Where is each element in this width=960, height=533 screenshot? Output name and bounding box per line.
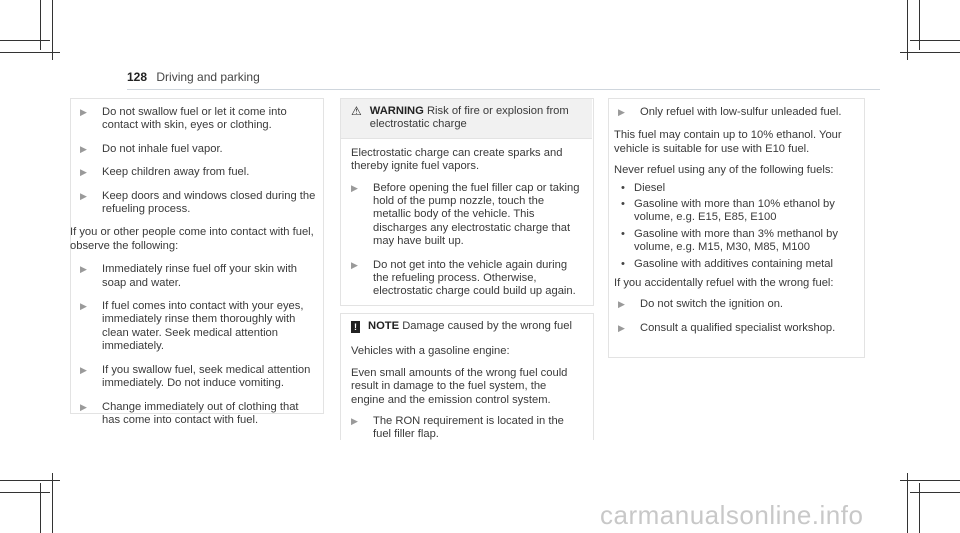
crop-mark: [52, 0, 53, 60]
triangle-right-icon: ▶: [618, 322, 625, 333]
bullet-list-bottom: [80, 263, 316, 427]
warning-header: [341, 99, 592, 139]
warning-triangle-icon: ⚠: [351, 104, 362, 118]
paragraph: This fuel may contain up to 10% ethanol. Your vehicle is suitable for use with E10 fuel.: [614, 129, 842, 155]
note-panel: [341, 314, 592, 452]
header-rule: [127, 89, 880, 90]
paragraph: Never refuel using any of the following fuels:: [614, 164, 834, 177]
column-1: [70, 106, 316, 437]
triangle-right-icon: ▶: [80, 190, 87, 201]
warning-label: WARNING: [369, 105, 424, 117]
crop-mark: [0, 480, 60, 481]
crop-mark: [907, 473, 908, 533]
warning-body: [341, 139, 592, 299]
list-item: ▶ Consult a qualified specialist workshop.: [618, 321, 836, 334]
exclamation-box-icon: !: [351, 321, 360, 333]
triangle-right-icon: ▶: [80, 264, 87, 275]
crop-mark: [907, 0, 908, 60]
list-item: ▶ Only refuel with low-sulfur unleaded fuel.: [618, 106, 842, 118]
paragraph: If you accidentally refuel with the wrong fuel:: [614, 277, 834, 290]
triangle-right-icon: ▶: [80, 107, 87, 117]
warning-panel: [341, 99, 592, 309]
list-item: ▶ Do not inhale fuel vapor.: [80, 142, 223, 155]
triangle-right-icon: ▶: [351, 182, 358, 193]
crop-mark: [900, 52, 960, 53]
list-item: ▶ Keep children away from fuel.: [80, 166, 250, 179]
crop-mark: [919, 483, 920, 533]
crop-mark: [0, 52, 60, 53]
page-header: [127, 70, 260, 84]
list-item: ▶ Keep doors and windows closed during the refueling process.: [80, 189, 316, 216]
note-header: [341, 314, 592, 339]
triangle-right-icon: ▶: [80, 167, 87, 178]
crop-mark: [0, 492, 50, 493]
triangle-right-icon: ▶: [618, 299, 625, 310]
triangle-right-icon: ▶: [80, 364, 87, 375]
list-item: ▶ Before opening the fuel filler cap or taking hold of the pump nozzle, touch the metallic body of the vehicle. This discharges any electrostatic charge that may have built up.: [351, 181, 580, 248]
fuel-list: [618, 182, 858, 271]
crop-mark: [40, 0, 41, 50]
list-item: • Diesel: [618, 182, 858, 195]
triangle-right-icon: ▶: [80, 401, 87, 412]
column-3: [614, 106, 858, 345]
note-label: NOTE: [368, 320, 400, 332]
crop-mark: [900, 480, 960, 481]
section-title: Driving and parking: [156, 70, 260, 84]
list-item: ▶ Immediately rinse fuel off your skin with soap and water.: [80, 263, 298, 289]
note-body: [341, 339, 592, 441]
list-item: ▶ Change immediately out of clothing that has come into contact with fuel.: [80, 400, 299, 426]
note-paragraph: Even small amounts of the wrong fuel could result in damage to the fuel system, the engine and the emission control system.: [351, 366, 568, 406]
paragraph: If you or other people come into contact with fuel, observe the following:: [70, 226, 314, 252]
list-item: ▶ If you swallow fuel, seek medical attention immediately. Do not induce vomiting.: [80, 363, 311, 390]
page-number: 128: [127, 70, 148, 84]
note-paragraph: Vehicles with a gasoline engine:: [351, 345, 510, 358]
crop-mark: [910, 492, 960, 493]
warning-intro: Electrostatic charge can create sparks and thereby ignite fuel vapors.: [351, 146, 563, 173]
triangle-right-icon: ▶: [618, 107, 625, 117]
list-item: ▶ Do not swallow fuel or let it come into contact with skin, eyes or clothing.: [80, 106, 287, 132]
triangle-right-icon: ▶: [351, 259, 358, 270]
crop-mark: [52, 473, 53, 533]
triangle-right-icon: ▶: [351, 416, 358, 427]
triangle-right-icon: ▶: [80, 301, 87, 312]
watermark: carmanualsonline.info: [600, 500, 864, 530]
list-item: ▶ Do not get into the vehicle again during the refueling process. Otherwise, electrostatic charge could build up again.: [351, 258, 576, 298]
crop-mark: [0, 40, 50, 41]
bullet-list-top: [80, 106, 316, 216]
crop-mark: [910, 40, 960, 41]
list-item: ▶ If fuel comes into contact with your eyes, immediately rinse them thoroughly with clean water. Seek medical attention immediately.: [80, 300, 304, 353]
note-title: Damage caused by the wrong fuel: [402, 320, 572, 332]
list-item: • Gasoline with more than 3% methanol by volume, e.g. M15, M30, M85, M100: [618, 228, 858, 255]
crop-mark: [919, 0, 920, 50]
crop-mark: [40, 483, 41, 533]
list-item: • Gasoline with more than 10% ethanol by volume, e.g. E15, E85, E100: [618, 198, 858, 225]
list-item: • Gasoline with additives containing metal: [618, 258, 858, 271]
list-item: ▶ Do not switch the ignition on.: [618, 298, 784, 311]
warning-title: Risk of fire or explosion from electrostatic charge: [369, 105, 569, 131]
list-item: ▶ The RON requirement is located in the fuel filler flap.: [351, 415, 564, 441]
triangle-right-icon: ▶: [80, 143, 87, 154]
